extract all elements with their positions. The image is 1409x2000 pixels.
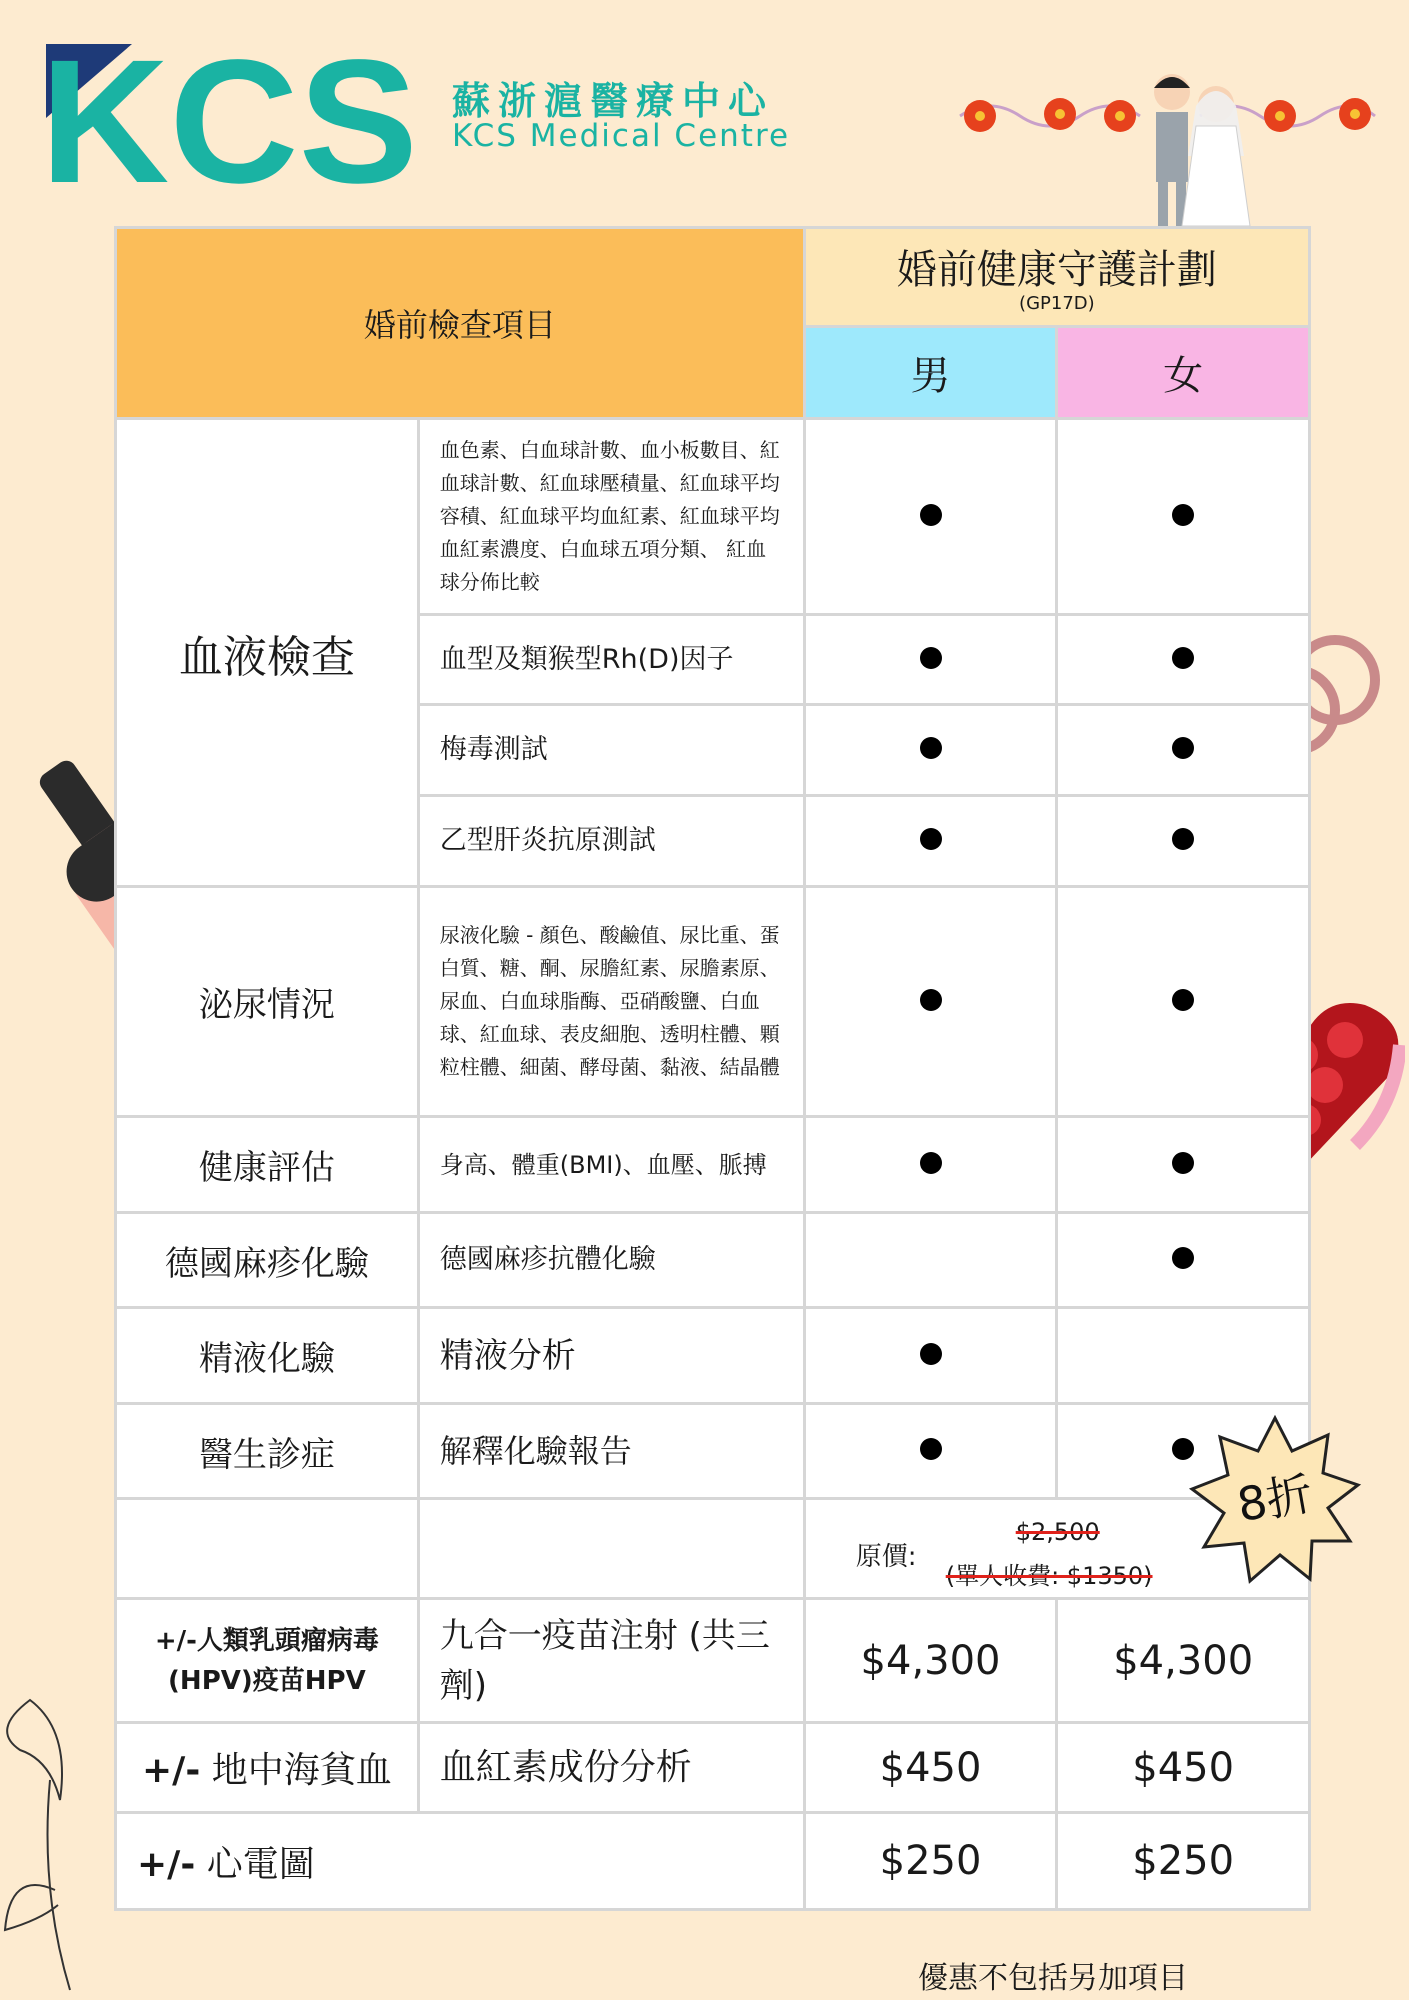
header-female: 女 — [1057, 327, 1310, 419]
footer-note: 優惠不包括另加項目 — [918, 1961, 1188, 1996]
addon-hpv-name-line1: +/-人類乳頭瘤病毒 — [154, 1625, 379, 1656]
addon-hpv-male-price: $4,300 — [804, 1599, 1057, 1723]
female-included-dot — [1057, 419, 1310, 615]
addon-hpv-name-line2: (HPV)疫苗HPV — [168, 1665, 366, 1696]
header-checkup-items: 婚前檢查項目 — [116, 228, 805, 419]
male-included-dot — [804, 1308, 1057, 1404]
plan-title: 婚前健康守護計劃 — [896, 247, 1217, 293]
addon-ecg — [116, 1813, 805, 1910]
kcs-logo — [40, 40, 420, 190]
item-description: 乙型肝炎抗原測試 — [418, 796, 804, 887]
item-description: 身高、體重(BMI)、血壓、脈搏 — [418, 1117, 804, 1213]
item-description: 梅毒測試 — [418, 705, 804, 796]
category-semen: 精液化驗 — [116, 1308, 419, 1404]
addon-thalassemia-male-price: $450 — [804, 1723, 1057, 1813]
addon-ecg-name: 心電圖 — [195, 1843, 315, 1885]
addon-ecg-male-price: $250 — [804, 1813, 1057, 1910]
female-included-dot — [1057, 1213, 1310, 1308]
plan-code: (GP17D) — [1019, 293, 1095, 314]
item-description: 德國麻疹抗體化驗 — [418, 1213, 804, 1308]
brand-name-zh: 蘇浙滬醫療中心 — [452, 79, 775, 123]
discount-badge — [1188, 1413, 1363, 1588]
addon-hpv — [116, 1599, 419, 1723]
male-included-dot — [804, 419, 1057, 615]
item-description: 解釋化驗報告 — [418, 1404, 804, 1499]
male-included-dot — [804, 705, 1057, 796]
male-included-dot — [804, 796, 1057, 887]
empty-cell — [418, 1499, 804, 1599]
addon-ecg-female-price: $250 — [1057, 1813, 1310, 1910]
addon-thalassemia-description: 血紅素成份分析 — [418, 1723, 804, 1813]
addon-ecg-prefix: +/- — [137, 1843, 196, 1885]
category-urinary: 泌尿情況 — [116, 887, 419, 1117]
category-blood-test: 血液檢查 — [116, 419, 419, 887]
empty-cell — [116, 1499, 419, 1599]
female-included-dot — [1057, 796, 1310, 887]
male-included-dot — [804, 887, 1057, 1117]
original-price-value: $2,500 — [1015, 1518, 1100, 1546]
addon-thalassemia-female-price: $450 — [1057, 1723, 1310, 1813]
male-included-dot — [804, 615, 1057, 705]
wedding-couple-illustration — [950, 66, 1380, 236]
brand-name-en: KCS Medical Centre — [452, 118, 791, 154]
category-doctor-consultation: 醫生診症 — [116, 1404, 419, 1499]
addon-thalassemia-prefix: +/- — [142, 1750, 201, 1791]
item-description: 精液分析 — [418, 1308, 804, 1404]
female-cell-empty — [1057, 1308, 1310, 1404]
item-description: 血色素、白血球計數、血小板數目、紅血球計數、紅血球壓積量、紅血球平均容積、紅血球平均血紅素、紅血球平均血紅素濃度、白血球五項分類、 紅血球分佈比較 — [418, 419, 804, 615]
male-included-dot — [804, 1404, 1057, 1499]
category-rubella: 德國麻疹化驗 — [116, 1213, 419, 1308]
header-plan — [804, 228, 1309, 327]
male-cell-empty — [804, 1213, 1057, 1308]
addon-thalassemia — [116, 1723, 419, 1813]
original-price-label: 原價: — [855, 1542, 917, 1572]
female-included-dot — [1057, 705, 1310, 796]
discount-badge-text: 8折 — [1233, 1465, 1317, 1533]
calla-lily-illustration — [0, 1690, 110, 2000]
addon-hpv-description: 九合一疫苗注射 (共三劑) — [418, 1599, 804, 1723]
addon-hpv-female-price: $4,300 — [1057, 1599, 1310, 1723]
category-health-assessment: 健康評估 — [116, 1117, 419, 1213]
item-description: 尿液化驗 - 顏色、酸鹼值、尿比重、蛋白質、糖、酮、尿膽紅素、尿膽素原、尿血、白血球脂酶、亞硝酸鹽、白血球、紅血球、表皮細胞、透明柱體、顆粒柱體、細菌、酵母菌、黏液、結晶體 — [418, 887, 804, 1117]
male-included-dot — [804, 1117, 1057, 1213]
female-included-dot — [1057, 887, 1310, 1117]
addon-thalassemia-name: 地中海貧血 — [200, 1750, 392, 1791]
checkup-table — [114, 226, 1311, 1911]
single-price-value: (單人收費: $1350) — [945, 1562, 1153, 1590]
svg-text:KCS: KCS — [40, 40, 418, 190]
female-included-dot — [1057, 1117, 1310, 1213]
header-male: 男 — [804, 327, 1057, 419]
item-description: 血型及類猴型Rh(D)因子 — [418, 615, 804, 705]
female-included-dot — [1057, 615, 1310, 705]
